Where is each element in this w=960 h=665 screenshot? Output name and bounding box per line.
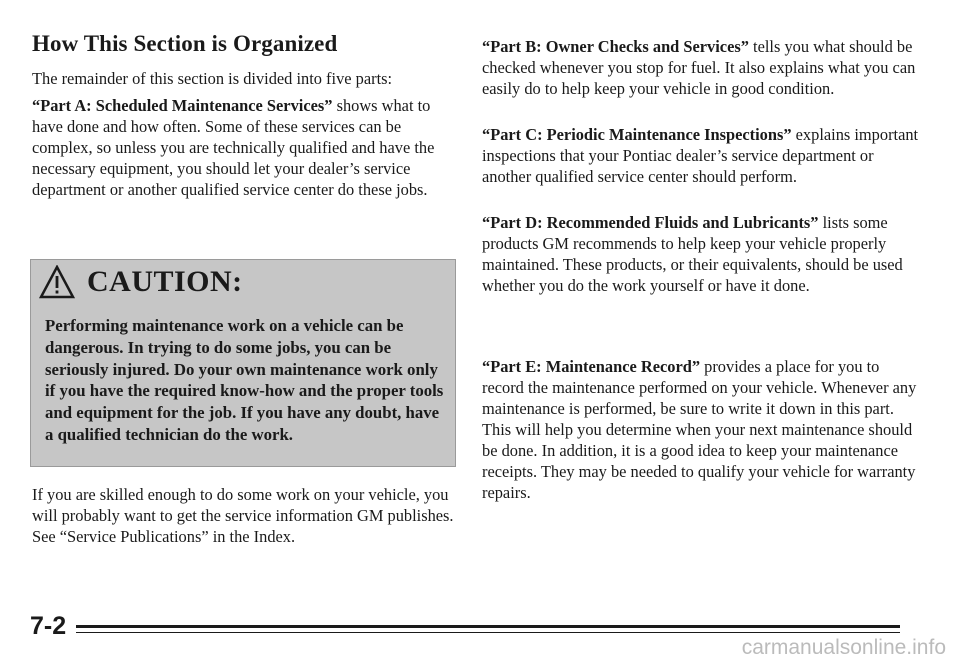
caution-box [30,259,456,467]
part-d-text: lists some products GM recommends to help keep your vehicle properly maintained. These products, or their equivalents, should be used whether you do the work yourself or have it done. [482,213,903,295]
part-b-paragraph [482,36,922,99]
footer-rule-thin [76,632,900,633]
service-info-paragraph: If you are skilled enough to do some work on your vehicle, you will probably want to get the service information GM publishes. See “Service Publications” in the Index. [32,485,454,546]
page-number: 7-2 [30,612,67,640]
part-a-text: shows what to have done and how often. Some of these services can be complex, so unless you are technically qualified and have the necessary equipment, you should let your dealer’s service department or another qualified service center do these jobs. [32,96,435,199]
part-d-heading: “Part D: Recommended Fluids and Lubricants” [482,213,819,232]
warning-triangle-icon [39,265,75,299]
caution-text: Performing maintenance work on a vehicle can be dangerous. In trying to do some jobs, you can be seriously injured. Do your own maintenance work only if you have the required know-how and the proper tools and equipment for the job. If you have any doubt, have a qualified technician do the work. [45,316,444,444]
part-a-paragraph [32,95,462,200]
part-e-heading: “Part E: Maintenance Record” [482,357,701,376]
part-a-heading: “Part A: Scheduled Maintenance Services” [32,96,333,115]
part-c-text: explains important inspections that your Pontiac dealer’s service department or another qualified service center should perform. [482,125,919,186]
footer-rule-thick [76,625,900,628]
part-e-paragraph [482,356,922,503]
caution-title: CAUTION: [87,265,243,298]
caution-header [39,265,243,299]
part-e-text: provides a place for you to record the maintenance performed on your vehicle. Whenever any maintenance is performed, be sure to write it down in this part. This will help you determine when your next maintenance should be done. In addition, it is a good idea to keep your maintenance receipts. They may be needed to qualify your vehicle for warranty repairs. [482,357,917,502]
part-d-paragraph [482,212,922,296]
watermark-bottom: carmanualsonline.info [741,636,946,659]
part-b-text: tells you what should be checked whenever you stop for fuel. It also explains what you can easily do to help keep your vehicle in good condition. [482,37,916,98]
intro-paragraph: The remainder of this section is divided into five parts: [32,69,393,88]
part-c-heading: “Part C: Periodic Maintenance Inspections” [482,125,792,144]
part-c-paragraph [482,124,922,187]
part-b-heading: “Part B: Owner Checks and Services” [482,37,749,56]
section-title: How This Section is Organized [32,31,338,56]
